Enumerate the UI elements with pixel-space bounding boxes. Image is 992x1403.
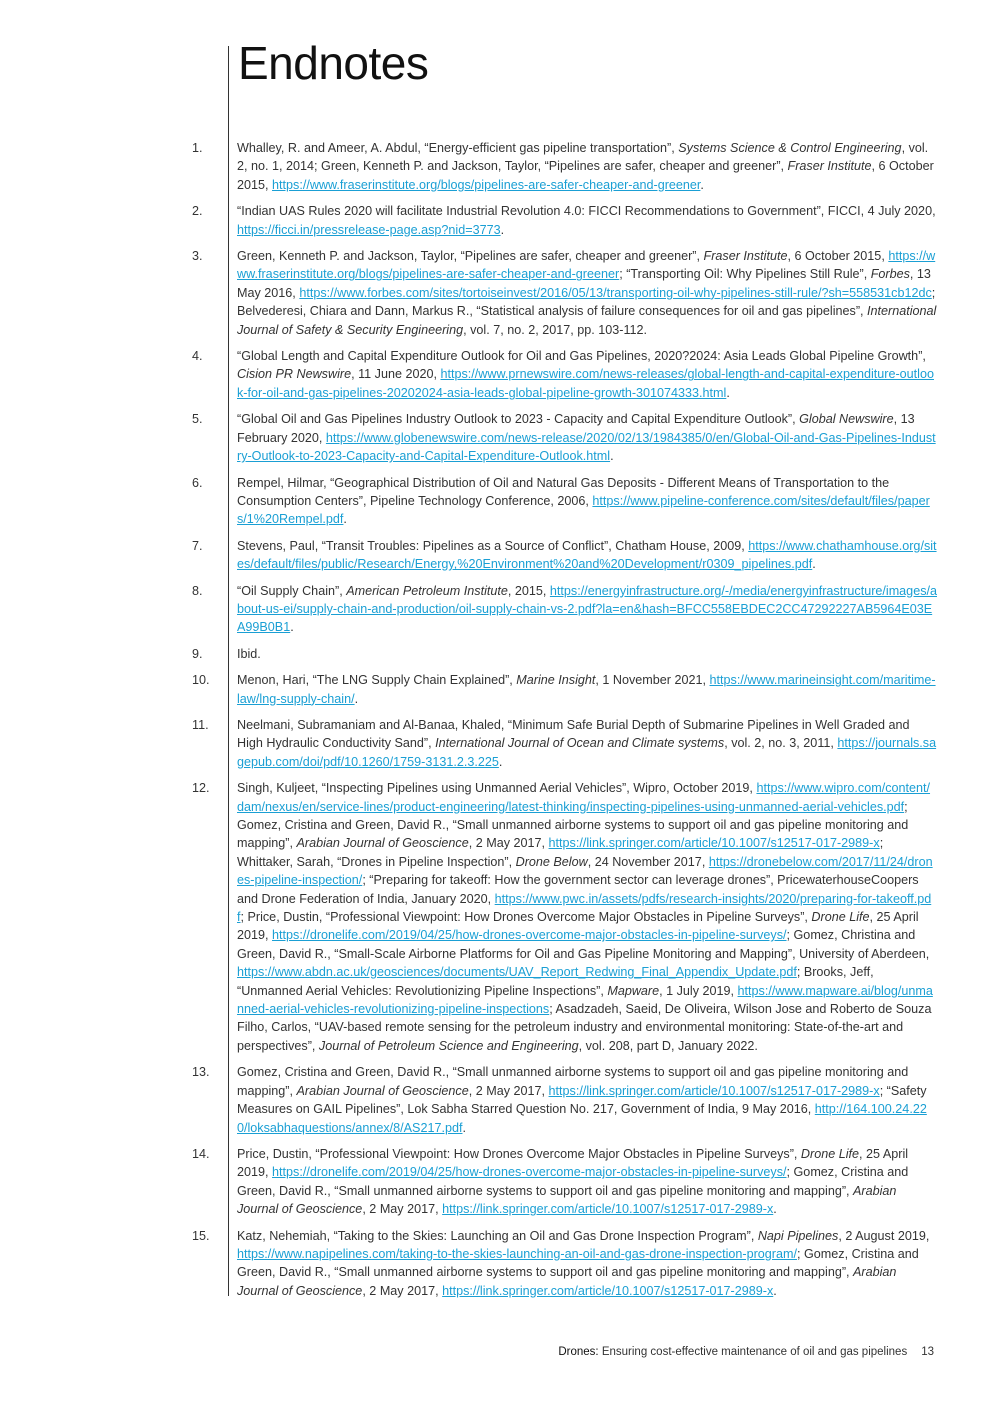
endnote-text [237, 537, 937, 574]
endnote-link[interactable]: https://www.chathamhouse.org/sites/default/files/public/Research/Energy,%20Environment%20and%20Development/r0309_pipelines.pdf [237, 538, 937, 572]
endnote-text-run: ; “Transporting Oil: Why Pipelines Still Rule”, [619, 267, 871, 282]
endnote-item [0, 1145, 992, 1219]
endnote-text-run: ; Gomez, Cristina and Green, David R., “Small unmanned airborne systems to support oil and gas pipeline monitoring and mapping”, [237, 1165, 909, 1198]
endnote-number: 14. [192, 1146, 210, 1161]
endnote-text-run: , 1 July 2019, [659, 983, 738, 998]
endnote-text [237, 410, 937, 465]
endnote-item [0, 1063, 992, 1137]
endnote-source-title: Arabian Journal of Geoscience [296, 1083, 469, 1098]
endnotes-list [0, 139, 992, 1308]
endnote-source-title: Arabian Journal of Geoscience [237, 1265, 897, 1298]
endnote-source-title: American Petroleum Institute [346, 583, 508, 598]
endnote-number: 3. [192, 249, 203, 264]
endnote-link[interactable]: https://www.napipelines.com/taking-to-the-skies-launching-an-oil-and-gas-drone-inspection-program/ [237, 1246, 797, 1261]
endnote-item [0, 671, 992, 708]
endnote-text-run: , 2 August 2019, [838, 1228, 930, 1243]
endnote-number: 9. [192, 646, 203, 661]
endnote-source-title: Cision PR Newswire [237, 367, 352, 382]
endnote-link[interactable]: https://dronelife.com/2019/04/25/how-drones-overcome-major-obstacles-in-pipeline-surveys/ [272, 928, 787, 943]
endnote-item [0, 1227, 992, 1301]
endnote-link[interactable]: https://link.springer.com/article/10.1007/s12517-017-2989-x [548, 836, 880, 851]
endnote-source-title: Drone Life [800, 1146, 860, 1161]
endnote-number: 1. [192, 141, 203, 155]
endnote-text-run: , 6 October 2015, [787, 249, 889, 264]
endnote-source-title: Forbes [870, 267, 910, 282]
endnote-text-run: , vol. 7, no. 2, 2017, pp. 103-112. [463, 322, 648, 337]
endnote-link[interactable]: https://link.springer.com/article/10.1007/s12517-017-2989-x [442, 1202, 774, 1217]
endnote-text-run: Whalley, R. and Ameer, A. Abdul, “Energy-efficient gas pipeline transportation”, [237, 141, 679, 155]
endnote-source-title: Fraser Institute [787, 159, 872, 174]
endnote-text-run: . [700, 177, 704, 192]
endnote-link[interactable]: https://www.abdn.ac.uk/geosciences/documents/UAV_Report_Redwing_Final_Appendix_Update.pdf [237, 965, 797, 980]
endnote-source-title: Drone Life [811, 910, 870, 925]
endnote-number: 7. [192, 538, 203, 553]
endnote-text-run: . [812, 557, 816, 572]
endnote-item [0, 347, 992, 402]
endnote-text-run: , 6 October 2015, [237, 159, 934, 192]
endnote-text-run: Gomez, Cristina and Green, David R., “Small unmanned airborne systems to support oil and gas pipeline monitoring and mapping”, [237, 1065, 909, 1098]
endnote-text-run: “Global Oil and Gas Pipelines Industry Outlook to 2023 - Capacity and Capital Expenditure Outlook”, [237, 412, 800, 427]
endnote-text-run: ; Belvederesi, Chiara and Dann, Markus R., “Statistical analysis of failure consequences for oil and gas pipelines”, [237, 285, 936, 319]
endnote-text-run: ; “Safety Measures on GAIL Pipelines”, Lok Sabha Starred Question No. 217, Government of India, 9 May 2016, [237, 1083, 927, 1117]
endnote-text [237, 1063, 937, 1137]
endnote-text-run: , 24 November 2017, [587, 854, 709, 869]
endnote-number: 12. [192, 781, 210, 796]
endnote-item [0, 716, 992, 771]
endnote-text-run: ; “Preparing for takeoff: How the government sector can leverage drones”, PricewaterhouseCoopers and Drone Federation of India, January 2020, [237, 873, 919, 906]
endnote-text-run: , 2015, [507, 583, 550, 598]
endnote-link[interactable]: http://164.100.24.220/loksabhaquestions/annex/8/AS217.pdf [237, 1102, 927, 1135]
endnote-text-run: , 2 May 2017, [468, 1083, 549, 1098]
endnote-text [237, 645, 937, 663]
endnote-text-run: . [290, 620, 294, 635]
endnote-source-title: Mapware [607, 983, 660, 998]
endnote-source-title: Arabian Journal of Geoscience [237, 1183, 897, 1217]
endnote-text [237, 347, 937, 402]
endnote-number: 6. [192, 475, 203, 490]
endnote-link[interactable]: https://journals.sagepub.com/doi/pdf/10.1260/1759-3131.2.3.225 [237, 736, 937, 769]
endnote-item [0, 779, 992, 1055]
endnote-text-run: Katz, Nehemiah, “Taking to the Skies: Launching an Oil and Gas Drone Inspection Program”, [237, 1228, 758, 1243]
endnote-text [237, 671, 937, 708]
endnote-text-run: Green, Kenneth P. and Jackson, Taylor, “Pipelines are safer, cheaper and greener”, [237, 249, 704, 264]
endnote-text-run: ; Price, Dustin, “Professional Viewpoint: How Drones Overcome Major Obstacles in Pipeline Surveys”, [240, 910, 812, 925]
endnote-link[interactable]: https://www.forbes.com/sites/tortoiseinvest/2016/05/13/transporting-oil-why-pipelines-still-rule/?sh=558531cb12dc [299, 285, 932, 300]
endnote-text-run: “Global Length and Capital Expenditure Outlook for Oil and Gas Pipelines, 2020?2024: Asia Leads Global Pipeline Growth”, [237, 349, 926, 364]
endnote-source-title: Fraser Institute [703, 249, 788, 264]
endnote-text-run: ; Brooks, Jeff, “Unmanned Aerial Vehicles: Revolutionizing Pipeline Inspections”, [237, 965, 874, 998]
endnote-text-run: Ibid. [237, 646, 261, 661]
endnote-text-run: . [610, 449, 614, 464]
endnote-text-run: , vol. 2, no. 1, 2014; Green, Kenneth P. and Jackson, Taylor, “Pipelines are safer, cheaper and greener”, [237, 141, 929, 174]
endnote-text-run: , 13 February 2020, [237, 412, 915, 445]
endnote-text [237, 474, 937, 529]
endnote-source-title: Systems Science & Control Engineering [678, 141, 902, 155]
endnote-text-run: Singh, Kuljeet, “Inspecting Pipelines using Unmanned Aerial Vehicles”, Wipro, October 2019, [237, 781, 757, 796]
endnote-text-run: Rempel, Hilmar, “Geographical Distribution of Oil and Natural Gas Deposits - Different Means of Transportation to the Consumption Centers”, Pipeline Technology Conference, 2006, [237, 475, 890, 508]
endnote-link[interactable]: https://www.prnewswire.com/news-releases/global-length-and-capital-expenditure-outlook-for-oil-and-gas-pipelines-20202024-asia-leads-global-pipeline-growth-301074333.html [237, 367, 934, 400]
endnote-text-run: . [498, 754, 503, 769]
endnote-text-run: , 1 November 2021, [595, 673, 710, 688]
endnote-link[interactable]: https://ficci.in/pressrelease-page.asp?nid=3773 [237, 222, 501, 237]
endnote-source-title: International Journal of Safety & Security Engineering [237, 304, 937, 337]
page-footer [558, 1346, 934, 1358]
endnote-text-run: . [462, 1120, 466, 1135]
endnote-source-title: International Journal of Ocean and Climate systems [435, 736, 725, 751]
endnote-link[interactable]: https://www.pwc.in/assets/pdfs/research-insights/2020/preparing-for-takeoff.pdf [237, 891, 932, 925]
endnote-text-run: Stevens, Paul, “Transit Troubles: Pipelines as a Source of Conflict”, Chatham House, 2009, [237, 538, 749, 553]
endnote-number: 5. [192, 412, 203, 427]
endnote-text-run: , 2 May 2017, [362, 1202, 443, 1217]
endnote-item [0, 537, 992, 574]
endnote-item [0, 474, 992, 529]
endnote-link[interactable]: https://www.wipro.com/content/dam/nexus/en/service-lines/product-engineering/latest-thinking/inspecting-pipelines-using-unmanned-aerial-vehicles.pdf [237, 781, 931, 814]
endnote-source-title: Journal of Petroleum Science and Engineering [318, 1038, 579, 1053]
endnote-text-run: , 11 June 2020, [351, 367, 441, 382]
footer-label: Drones: [558, 1346, 599, 1358]
endnote-text [237, 202, 937, 239]
endnote-item [0, 202, 992, 239]
endnote-text-run: , vol. 208, part D, January 2022. [578, 1038, 758, 1053]
endnote-text-run: Menon, Hari, “The LNG Supply Chain Explained”, [237, 673, 517, 688]
footer-text: Ensuring cost-effective maintenance of oil and gas pipelines [598, 1346, 908, 1358]
endnote-number: 13. [192, 1065, 210, 1080]
endnote-text-run: , 13 May 2016, [237, 267, 931, 300]
endnote-text-run: , 25 April 2019, [237, 910, 919, 943]
endnote-text-run: “Oil Supply Chain”, [237, 583, 347, 598]
endnote-link[interactable]: https://www.pipeline-conference.com/sites/default/files/papers/1%20Rempel.pdf [237, 493, 930, 527]
endnote-text-run: . [354, 691, 359, 706]
endnote-number: 15. [192, 1228, 210, 1243]
endnote-item [0, 139, 992, 194]
endnote-item [0, 582, 992, 637]
endnote-number: 8. [192, 583, 203, 598]
endnote-text-run: , 25 April 2019, [237, 1146, 909, 1180]
endnote-text-run: . [726, 385, 730, 400]
endnote-source-title: Global Newswire [799, 412, 894, 427]
page-title: Endnotes [238, 37, 429, 89]
endnote-text [237, 139, 937, 194]
endnote-text [237, 582, 937, 637]
endnote-link[interactable]: https://www.marineinsight.com/maritime-law/lng-supply-chain/ [237, 673, 936, 706]
endnote-text-run: “Indian UAS Rules 2020 will facilitate Industrial Revolution 4.0: FICCI Recommendations to Government”, FICCI, 4 July 2020, [237, 204, 936, 219]
endnote-text [237, 247, 937, 339]
endnote-text-run: Price, Dustin, “Professional Viewpoint: How Drones Overcome Major Obstacles in Pipeline Surveys”, [237, 1146, 801, 1161]
endnote-link[interactable]: https://energyinfrastructure.org/-/media/energyinfrastructure/images/about-us-ei/supply-chain-and-production/oil-supply-chain-vs-2.pdf?la=en&hash=BFCC558EBDEC2CC47292227AB5964E03EA99B0B1 [237, 583, 937, 635]
endnote-link[interactable]: https://www.globenewswire.com/news-release/2020/02/13/1984385/0/en/Global-Oil-and-Gas-Pipelines-Industry-Outlook-to-2023-Capacity-and-Capital-Expenditure-Outlook.html [237, 430, 936, 464]
endnote-text [237, 716, 937, 771]
endnote-number: 11. [192, 717, 209, 732]
endnote-link[interactable]: https://dronelife.com/2019/04/25/how-drones-overcome-major-obstacles-in-pipeline-surveys/ [272, 1165, 787, 1180]
endnote-number: 4. [192, 349, 203, 364]
endnote-item [0, 645, 992, 663]
page-number: 13 [921, 1346, 934, 1358]
endnote-number: 10. [192, 673, 210, 688]
endnote-text-run: ; Whittaker, Sarah, “Drones in Pipeline Inspection”, [237, 836, 884, 869]
endnote-text-run: ; Gomez, Christina and Green, David R., “Small-Scale Airborne Platforms for Oil and Gas Pipeline Monitoring and Mapping”, University of Aberdeen, [237, 928, 930, 961]
endnote-text [237, 1145, 937, 1219]
endnote-text-run: ; Asadzadeh, Saeid, De Oliveira, Wilson Jose and Roberto de Souza Filho, Carlos, “UAV-based remote sensing for the petroleum industry and environmental monitoring: State-of-the-art and perspectives”, [237, 1002, 932, 1053]
endnote-text-run: . [343, 512, 347, 527]
endnote-text-run: , 2 May 2017, [362, 1283, 443, 1298]
endnote-link[interactable]: https://www.mapware.ai/blog/unmanned-aerial-vehicles-revolutionizing-pipeline-inspections [237, 983, 933, 1017]
endnote-text-run: . [773, 1202, 777, 1217]
endnote-text-run: ; Gomez, Cristina and Green, David R., “Small unmanned airborne systems to support oil and gas pipeline monitoring and mapping”, [237, 799, 909, 851]
endnote-text-run: , vol. 2, no. 3, 2011, [724, 736, 838, 751]
endnote-text-run: . [500, 222, 505, 237]
endnote-link[interactable]: https://link.springer.com/article/10.1007/s12517-017-2989-x [548, 1083, 880, 1098]
endnote-source-title: Napi Pipelines [757, 1228, 839, 1243]
endnote-text [237, 1227, 937, 1301]
endnote-source-title: Drone Below [515, 854, 588, 869]
endnote-text-run: . [773, 1283, 777, 1298]
endnote-link[interactable]: https://dronebelow.com/2017/11/24/drones-pipeline-inspection/ [237, 854, 933, 888]
endnote-item [0, 247, 992, 339]
endnote-link[interactable]: https://www.fraserinstitute.org/blogs/pipelines-are-safer-cheaper-and-greener [272, 177, 701, 192]
endnote-source-title: Arabian Journal of Geoscience [296, 836, 469, 851]
endnote-item [0, 410, 992, 465]
endnote-text [237, 779, 937, 1055]
endnote-source-title: Marine Insight [516, 673, 596, 688]
endnote-text-run: , 2 May 2017, [468, 836, 549, 851]
endnote-text-run: ; Gomez, Cristina and Green, David R., “Small unmanned airborne systems to support oil and gas pipeline monitoring and mapping”, [237, 1246, 919, 1280]
endnote-number: 2. [192, 204, 203, 219]
endnote-link[interactable]: https://link.springer.com/article/10.1007/s12517-017-2989-x [442, 1283, 774, 1298]
endnote-link[interactable]: https://www.fraserinstitute.org/blogs/pipelines-are-safer-cheaper-and-greener [237, 249, 936, 282]
endnote-text-run: Neelmani, Subramaniam and Al-Banaa, Khaled, “Minimum Safe Burial Depth of Submarine Pipelines in Well Graded and High Hydraulic Conductivity Sand”, [237, 717, 910, 751]
